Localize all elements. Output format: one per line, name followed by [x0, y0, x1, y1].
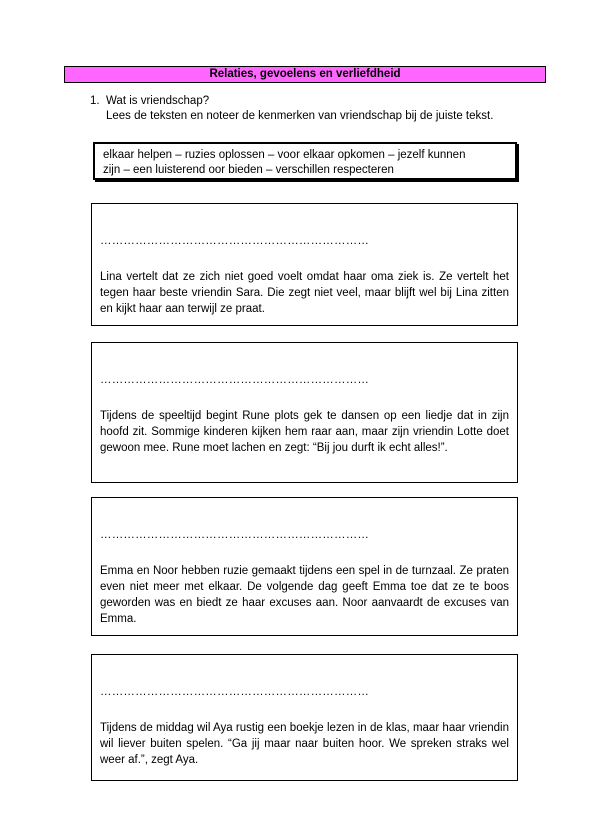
answer-line[interactable]: ……………………………………………………………	[100, 374, 370, 386]
answer-line[interactable]: ……………………………………………………………	[100, 235, 370, 247]
word-bank-line-2: zijn – een luisterend oor bieden – verschillen respecteren	[103, 164, 394, 176]
story-card-2	[91, 342, 518, 483]
question-heading: Wat is vriendschap?	[106, 95, 210, 107]
story-text: Lina vertelt dat ze zich niet goed voelt omdat haar oma ziek is. Ze vertelt het tegen haar beste vriendin Sara. Die zegt niet veel, maar blijft wel bij Lina zitten en kijkt haar aan terwijl ze praat.	[100, 271, 509, 315]
question-instruction: Lees de teksten en noteer de kenmerken van vriendschap bij de juiste tekst.	[106, 110, 494, 122]
question-1	[90, 94, 560, 124]
story-text: Tijdens de speeltijd begint Rune plots gek te dansen op een liedje dat in zijn hoofd zit. Sommige kinderen kijken hem raar aan, maar zijn vriendin Lotte doet gewoon mee. Rune moet lachen en zegt: “Bij jou durft ik echt alles!”.	[100, 410, 509, 454]
story-card-4	[91, 654, 518, 781]
story-card-1	[91, 203, 518, 326]
word-bank	[93, 142, 517, 180]
answer-line[interactable]: ……………………………………………………………	[100, 529, 370, 541]
word-bank-line-1: elkaar helpen – ruzies oplossen – voor elkaar opkomen – jezelf kunnen	[103, 149, 466, 161]
story-text: Emma en Noor hebben ruzie gemaakt tijdens een spel in de turnzaal. Ze praten even niet meer met elkaar. De volgende dag geeft Emma toe dat ze te boos geworden was en biedt ze haar excuses aan. Noor aanvaardt de excuses van Emma.	[100, 565, 509, 625]
answer-line[interactable]: ……………………………………………………………	[100, 686, 370, 698]
question-number: 1.	[90, 95, 100, 107]
story-card-3	[91, 497, 518, 636]
worksheet-title: Relaties, gevoelens en verliefdheid	[64, 66, 546, 83]
story-text: Tijdens de middag wil Aya rustig een boekje lezen in de klas, maar haar vriendin wil liever buiten spelen. “Ga jij maar naar buiten hoor. We spreken straks wel weer af.”, zegt Aya.	[100, 722, 509, 766]
